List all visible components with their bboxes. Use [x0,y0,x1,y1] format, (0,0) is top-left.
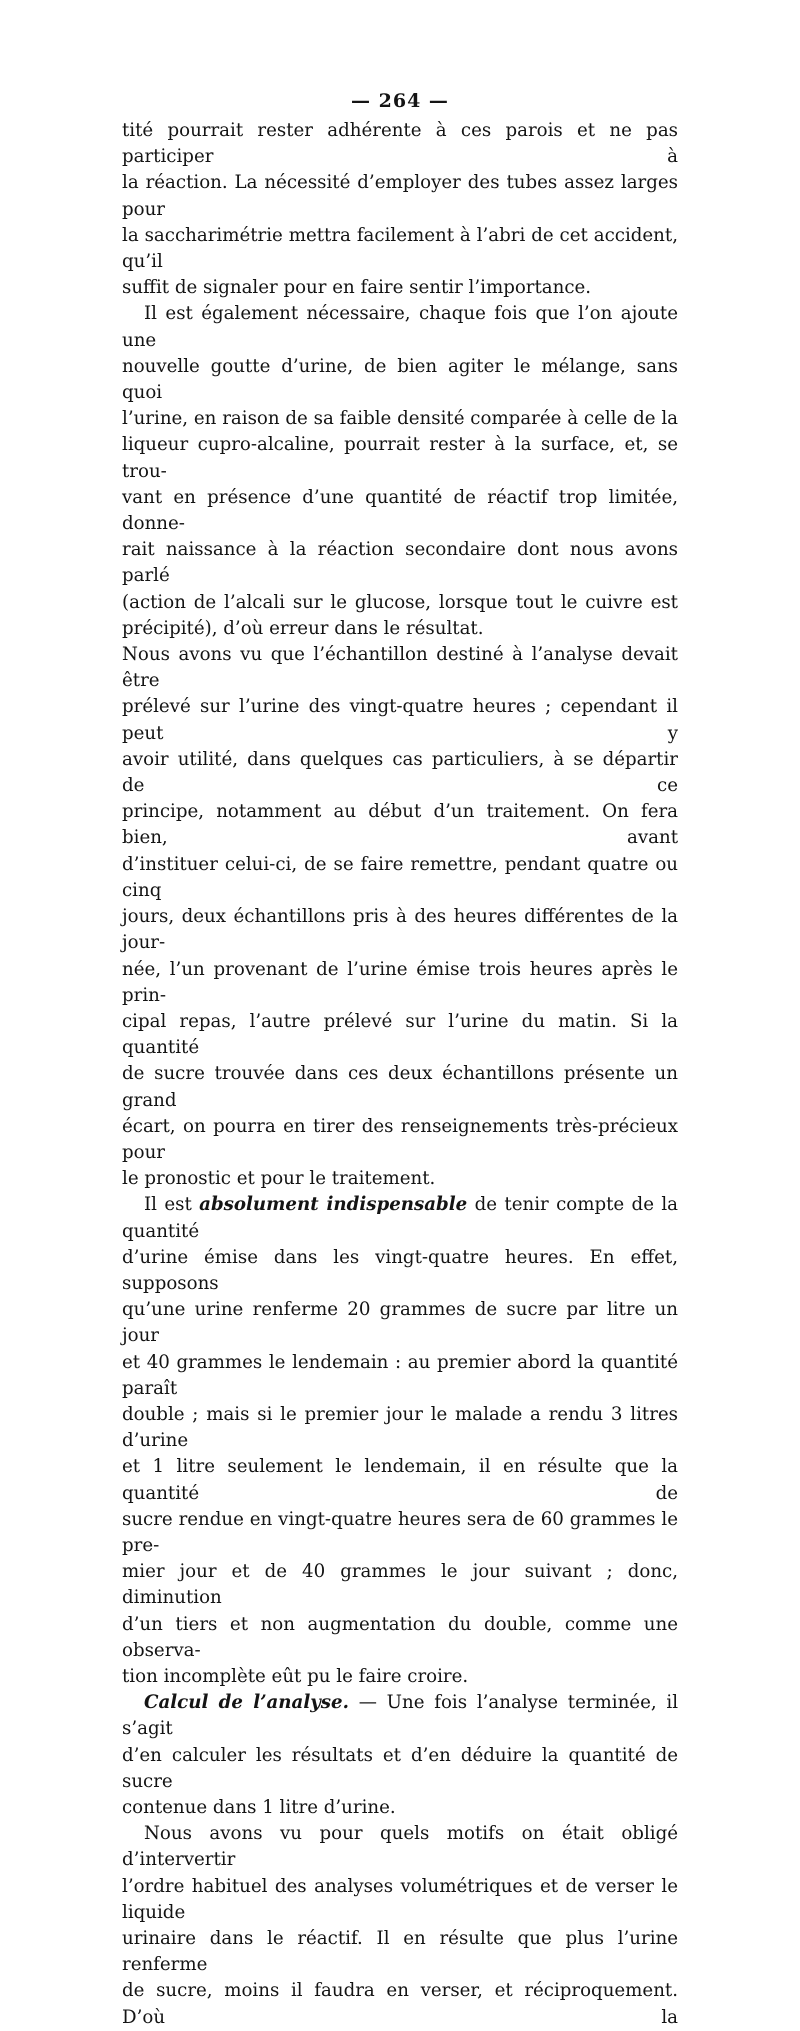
text-line: double ; mais si le premier jour le malade a rendu 3 litres d’urine [122,1403,678,1452]
text-line: Il est également nécessaire, chaque fois que l’on ajoute une [122,303,678,351]
text-line: précipité), d’où erreur dans le résultat. [122,617,484,639]
text-line: urinaire dans le réactif. Il en résulte que plus l’urine renferme [122,1928,678,1976]
text-line: nouvelle goutte d’urine, de bien agiter le mélange, sans quoi [122,355,678,404]
text-run: Il est [144,1194,200,1216]
text-line: née, l’un provenant de l’urine émise trois heures après le prin- [122,958,678,1006]
text-line: vant en présence d’une quantité de réactif trop limitée, donne- [122,486,678,535]
paragraph-1 [122,118,678,301]
text-line: mier jour et de 40 grammes le jour suivant ; donc, diminution [122,1561,678,1609]
text-line: Nous avons vu que l’échantillon destiné à l’analyse devait être [122,644,678,692]
emphasis-text: absolument indispensable [199,1194,468,1216]
text-line: principe, notamment au début d’un traitement. On fera bien, avant [122,801,678,849]
text-line: d’un tiers et non augmentation du double, comme une observa- [122,1613,678,1661]
text-line: et 1 litre seulement le lendemain, il en résulte que la quantité de [122,1456,678,1504]
text-line: et 40 grammes le lendemain : au premier abord la quantité paraît [122,1351,678,1399]
paragraph-5 [122,1690,678,1821]
text-line: l’ordre habituel des analyses volumétriques et de verser le liquide [122,1875,678,1923]
text-line: de sucre, moins il faudra en verser, et réciproquement. D’où la [122,1980,678,2028]
text-line: écart, on pourra en tirer des renseignements très-précieux pour [122,1115,678,1163]
page-number: — 264 — [351,90,449,112]
text-line: suffit de signaler pour en faire sentir l’importance. [122,277,592,299]
text-line: (action de l’alcali sur le glucose, lorsque tout le cuivre est [122,591,678,613]
text-line: sucre rendue en vingt-quatre heures sera de 60 grammes le pre- [122,1508,678,1556]
text-line: de sucre trouvée dans ces deux échantillons présente un grand [122,1063,678,1111]
text-line: rait naissance à la réaction secondaire dont nous avons parlé [122,539,678,587]
paragraph-3 [122,642,678,1192]
text-line [122,1192,678,1244]
text-line: avoir utilité, dans quelques cas particuliers, à se départir de ce [122,748,678,797]
text-line: tion incomplète eût pu le faire croire. [122,1665,469,1687]
text-line [122,1690,678,1742]
text-line: cipal repas, l’autre prélevé sur l’urine du matin. Si la quantité [122,1010,678,1059]
text-line: contenue dans 1 litre d’urine. [122,1797,396,1818]
text-line: la réaction. La nécessité d’employer des tubes assez larges pour [122,172,678,220]
text-line: tité pourrait rester adhérente à ces parois et ne pas participer à [122,120,678,168]
text-line: qu’une urine renferme 20 grammes de sucre par litre un jour [122,1299,678,1347]
text-line: liqueur cupro-alcaline, pourrait rester à la surface, et, se trou- [122,434,678,482]
text-line: la saccharimétrie mettra facilement à l’abri de cet accident, qu’il [122,224,678,273]
text-line: jours, deux échantillons pris à des heures différentes de la jour- [122,906,678,954]
paragraph-2 [122,301,678,642]
text-run: de tenir compte de la quantité [122,1194,678,1242]
text-line: d’urine émise dans les vingt-quatre heures. En effet, supposons [122,1246,678,1294]
text-line: d’en calculer les résultats et d’en déduire la quantité de sucre [122,1744,678,1792]
text-line: prélevé sur l’urine des vingt-quatre heures ; cependant il peut y [122,696,678,744]
text-run: — Une fois l’analyse terminée, il s’agit [122,1692,679,1740]
text-line: d’instituer celui-ci, de se faire remettre, pendant quatre ou cinq [122,853,678,901]
text-line: l’urine, en raison de sa faible densité comparée à celle de la [122,408,678,430]
section-heading: Calcul de l’analyse. [144,1692,349,1714]
body-text [122,118,678,2031]
text-line: le pronostic et pour le traitement. [122,1168,436,1190]
paragraph-6 [122,1821,678,2031]
paragraph-4 [122,1192,678,1690]
text-line: Nous avons vu pour quels motifs on était obligé d’intervertir [122,1823,678,1871]
